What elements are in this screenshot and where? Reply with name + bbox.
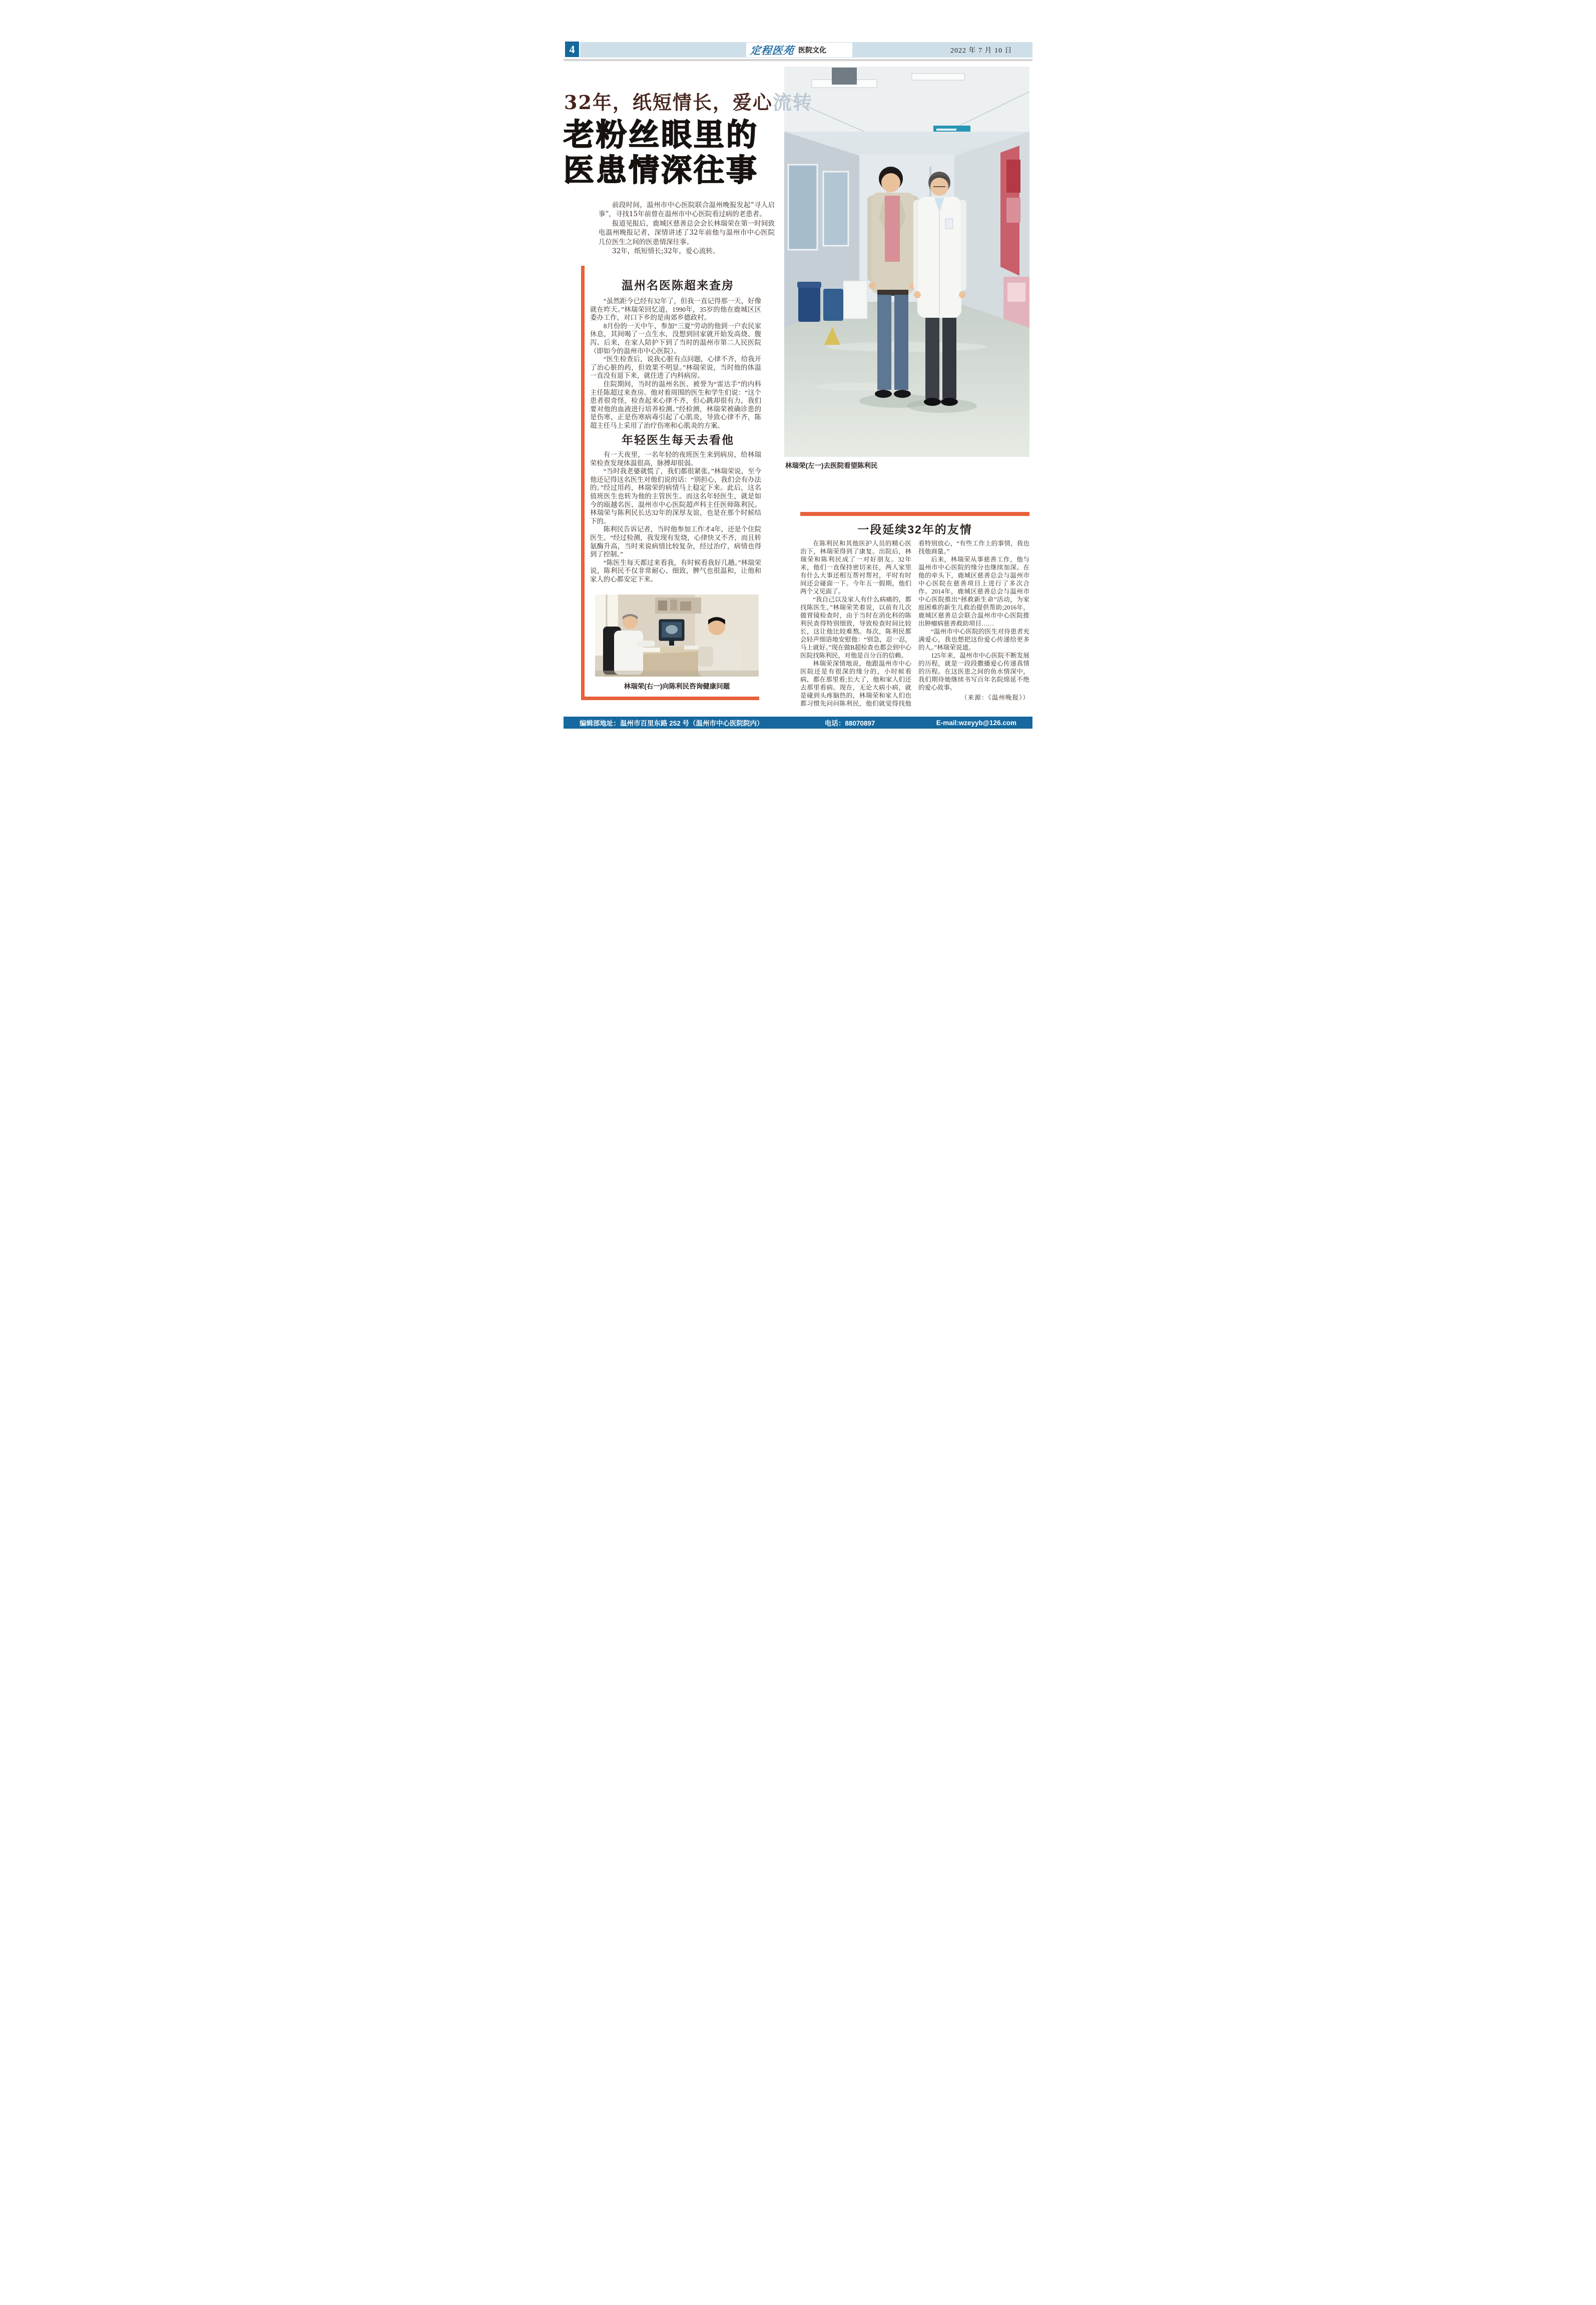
article-paragraph: 陈利民告诉记者，当时他参加工作才4年，还是个住院医生。“经过检测，我发现有发烧，心律快又不齐，而且转氨酶升高，当时来说病情比较复杂，经过治疗，病情也得到了控制。” <box>590 525 761 558</box>
article-paragraph: 住院期间，当时的温州名医、被誉为“雷达手”的内科主任陈超过来查房。他对着周围的医生和学生们说：“这个患者很奇怪，检查起来心律不齐，但心跳却很有力，我们要对他的血液进行培养检测。”经检测，林瑞荣被确诊患的是伤寒，正是伤寒病毒引起了心肌炎，导致心律不齐，陈超主任马上采用了治疗伤寒和心肌炎的方案。 <box>590 380 761 429</box>
article-paragraph: 林瑞荣深情地说，他跟温州市中心医院还是有很深的缘分的，小时候看病，都在那里看;长大了，他和家人们还去那里看病。现在，无论大病小病，就是碰到头疼脑热的，林瑞荣和家人们也都习惯先问问陈利民，他们就觉得找他看特别放心，“有些工作上的事情，我也找他商量。” <box>800 540 1029 707</box>
photo-caption-bottom: 林瑞荣(右一)向陈利民咨询健康问题 <box>624 683 730 690</box>
footer-phone: 电话：88070897 <box>824 720 875 727</box>
article3-body <box>800 539 1029 724</box>
masthead-subtitle: 医院文化 <box>798 46 826 54</box>
article-paragraph: 有一天夜里，一名年轻的夜班医生来到病房，给林瑞荣检查发现体温很高，脉搏却很弱。 <box>590 451 761 467</box>
issue-date: 2022 年 7 月 10 日 <box>950 47 1012 55</box>
intro-paragraph: 前段时间，温州市中心医院联合温州晚报发起“寻人启事”，寻找15年前曾在温州市中心医院看过病的老患者。 <box>599 201 775 219</box>
article-paragraph: “陈医生每天都过来看我，有时候看我好几趟。”林瑞荣说，陈利民不仅非常耐心、细致，脾气也很温和，让他和家人的心都安定下来。 <box>590 558 761 583</box>
kicker-dark-text: 32年，纸短情长，爱心 <box>564 91 773 114</box>
article-paragraph: “虽然距今已经有32年了，但我一直记得那一天，好像就在昨天。”林瑞荣回忆道，1990年，35岁的他在鹿城区区委办工作，对口下乡的是南郊乡德政村。 <box>590 297 761 322</box>
masthead <box>746 43 852 57</box>
article-paragraph: “我自己以及家人有什么病痛的，都找陈医生。”林瑞荣笑着说，以前有几次做胃镜检查时，由于当时在消化科的陈利民查得特别细致，导致检查时间比较长，这让他比较难熬。每次，陈利民都会轻声细语地安慰他：“别急，忍一忍，马上就好。”现在做B超检查也都会到中心医院找陈利民，对他是百分百的信赖。 <box>800 596 911 659</box>
page-number: 4 <box>565 42 579 57</box>
header-rule <box>564 60 1032 61</box>
photo-consultation <box>595 595 759 677</box>
section-heading-3: 一段延续32年的友情 <box>857 523 972 536</box>
newspaper-page <box>532 0 1064 768</box>
accent-bar-vertical <box>581 266 585 700</box>
photo-corridor <box>784 67 1029 457</box>
section-heading-1: 温州名医陈超来查房 <box>622 279 734 292</box>
footer-bar <box>564 717 1032 729</box>
article-paragraph: 在陈利民和其他医护人员的精心医治下，林瑞荣得到了康复。出院后，林瑞荣和陈利民成了一对好朋友。32年来，他们一直保持密切来往，两人家里有什么大事还相互帮衬帮衬，平时有时间还会碰面一下。今年五一假期，他们两个又见面了。 <box>800 540 911 595</box>
accent-bar-section3 <box>800 512 1029 516</box>
kicker-light-text: 流转 <box>772 91 813 114</box>
article2-body <box>590 451 761 584</box>
photo-corridor-art <box>784 67 1029 457</box>
accent-bar-bottom-left <box>581 697 759 700</box>
intro-block <box>599 201 775 256</box>
article1-body <box>590 297 761 430</box>
article-paragraph: “当时我老婆就慌了，我们都很紧张。”林瑞荣说，至今他还记得这名医生对他们说的话：“别担心，我们会有办法的。”经过用药，林瑞荣的病情马上稳定下来。此后，这名值班医生也转为他的主管医生。而这名年轻医生，就是如今的瓯越名医、温州市中心医院超声科主任医师陈利民。林瑞荣与陈利民长达32年的深厚友谊，也是在那个时候结下的。 <box>590 467 761 525</box>
footer-email: E-mail:wzeyyb@126.com <box>936 719 1016 727</box>
photo-caption-top: 林瑞荣(左一)去医院看望陈利民 <box>785 462 878 469</box>
intro-paragraph: 32年，纸短情长;32年，爱心流转。 <box>612 247 720 256</box>
article-paragraph: “温州市中心医院的医生对待患者充满爱心，我也想把这份爱心传递给更多的人。”林瑞荣说道。 <box>918 628 1029 651</box>
headline-line-2: 医患情深往事 <box>564 153 759 188</box>
intro-paragraph: 报道见报后，鹿城区慈善总会会长林瑞荣在第一时间致电温州晚报记者，深情讲述了32年前他与温州市中心医院几位医生之间的医患情深往事。 <box>599 219 775 246</box>
headline-line-1: 老粉丝眼里的 <box>564 118 759 152</box>
photo-consultation-art <box>595 595 759 677</box>
kicker-headline <box>564 87 813 115</box>
source-attribution: （来源：《温州晚报》） <box>961 694 1029 701</box>
article-paragraph: “医生检查后，说我心脏有点问题，心律不齐，给我开了治心脏的药，但效果不明显。”林瑞荣说，当时他的体温一直没有退下来，就住进了内科病房。 <box>590 355 761 380</box>
footer-address: 编辑部地址：温州市百里东路 252 号（温州市中心医院院内） <box>580 720 764 727</box>
section-heading-2: 年轻医生每天去看他 <box>622 433 734 446</box>
article-paragraph: 8月份的一天中午，参加“三夏”劳动的他到一户农民家休息，其间喝了一点生水，没想到回家就开始发高烧、腹泻。后来，在家人陪护下到了当时的温州市第二人民医院（即如今的温州市中心医院）。 <box>590 322 761 355</box>
main-headline <box>564 117 779 189</box>
masthead-logo: 定程医苑 <box>749 44 795 57</box>
article-paragraph: 125年来，温州市中心医院不断发展的历程，就是一段段撒播爱心传递真情的历程。在这医患之间的鱼水情深中，我们期待她继续书写百年名院绵延不绝的爱心故事。 <box>918 652 1029 691</box>
article-paragraph: 后来，林瑞荣从事慈善工作，他与温州市中心医院的缘分也继续加深。在他的牵头下，鹿城区慈善总会与温州市中心医院在慈善项目上进行了多次合作。2014年，鹿城区慈善总会与温州市中心医院推出“拯救新生命”活动，为家庭困难的新生儿救治提供帮助;2016年，鹿城区慈善总会联合温州市中心医院推出肿瘤病慈善救助项目…… <box>918 556 1029 627</box>
